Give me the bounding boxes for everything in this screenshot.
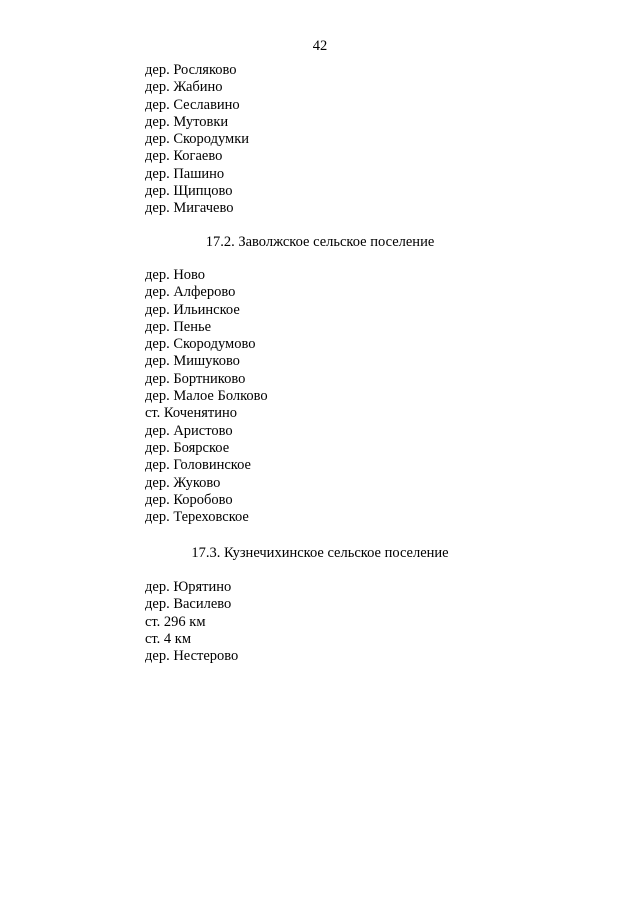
list-item: дер. Алферово (145, 284, 236, 301)
list-item: дер. Пашино (145, 165, 225, 182)
list-item: дер. Головинское (145, 457, 251, 474)
list-item: дер. Жабино (145, 79, 223, 96)
settlement-list-17-2 (145, 267, 268, 526)
settlement-list-17-3 (145, 579, 238, 665)
section-heading-17-2: 17.2. Заволжское сельское поселение (205, 234, 435, 250)
list-item: ст. 4 км (145, 630, 192, 647)
section-heading-17-3: 17.3. Кузнечихинское сельское поселение (191, 545, 449, 561)
list-item: дер. Сеславино (145, 96, 240, 113)
list-item: дер. Коробово (145, 491, 233, 508)
list-item: дер. Ильинское (145, 301, 240, 318)
list-item: дер. Пенье (145, 318, 212, 335)
list-item: дер. Щипцово (145, 183, 233, 200)
list-item: дер. Юрятино (145, 579, 232, 595)
list-item: дер. Малое Болково (145, 388, 268, 405)
list-item: дер. Василево (145, 596, 232, 613)
list-item: дер. Росляково (145, 62, 237, 78)
list-item: дер. Тереховское (145, 509, 249, 526)
list-item: дер. Ново (145, 267, 206, 283)
list-item: ст. Коченятино (145, 405, 238, 422)
list-item: дер. Скородумки (145, 131, 250, 148)
list-item: дер. Мутовки (145, 113, 229, 130)
list-item: дер. Аристово (145, 422, 233, 439)
list-item: дер. Бортниково (145, 370, 246, 387)
list-item: дер. Жуково (145, 474, 221, 491)
list-item: дер. Боярское (145, 439, 230, 456)
list-item: дер. Скородумово (145, 336, 256, 353)
list-item: дер. Мишуково (145, 353, 240, 370)
list-item: ст. 296 км (145, 613, 206, 630)
list-item: дер. Мигачево (145, 200, 234, 217)
list-item: дер. Нестерово (145, 648, 239, 665)
list-item: дер. Когаево (145, 148, 223, 165)
settlement-list-17-1-continued (145, 62, 249, 218)
page-number: 42 (312, 38, 328, 54)
